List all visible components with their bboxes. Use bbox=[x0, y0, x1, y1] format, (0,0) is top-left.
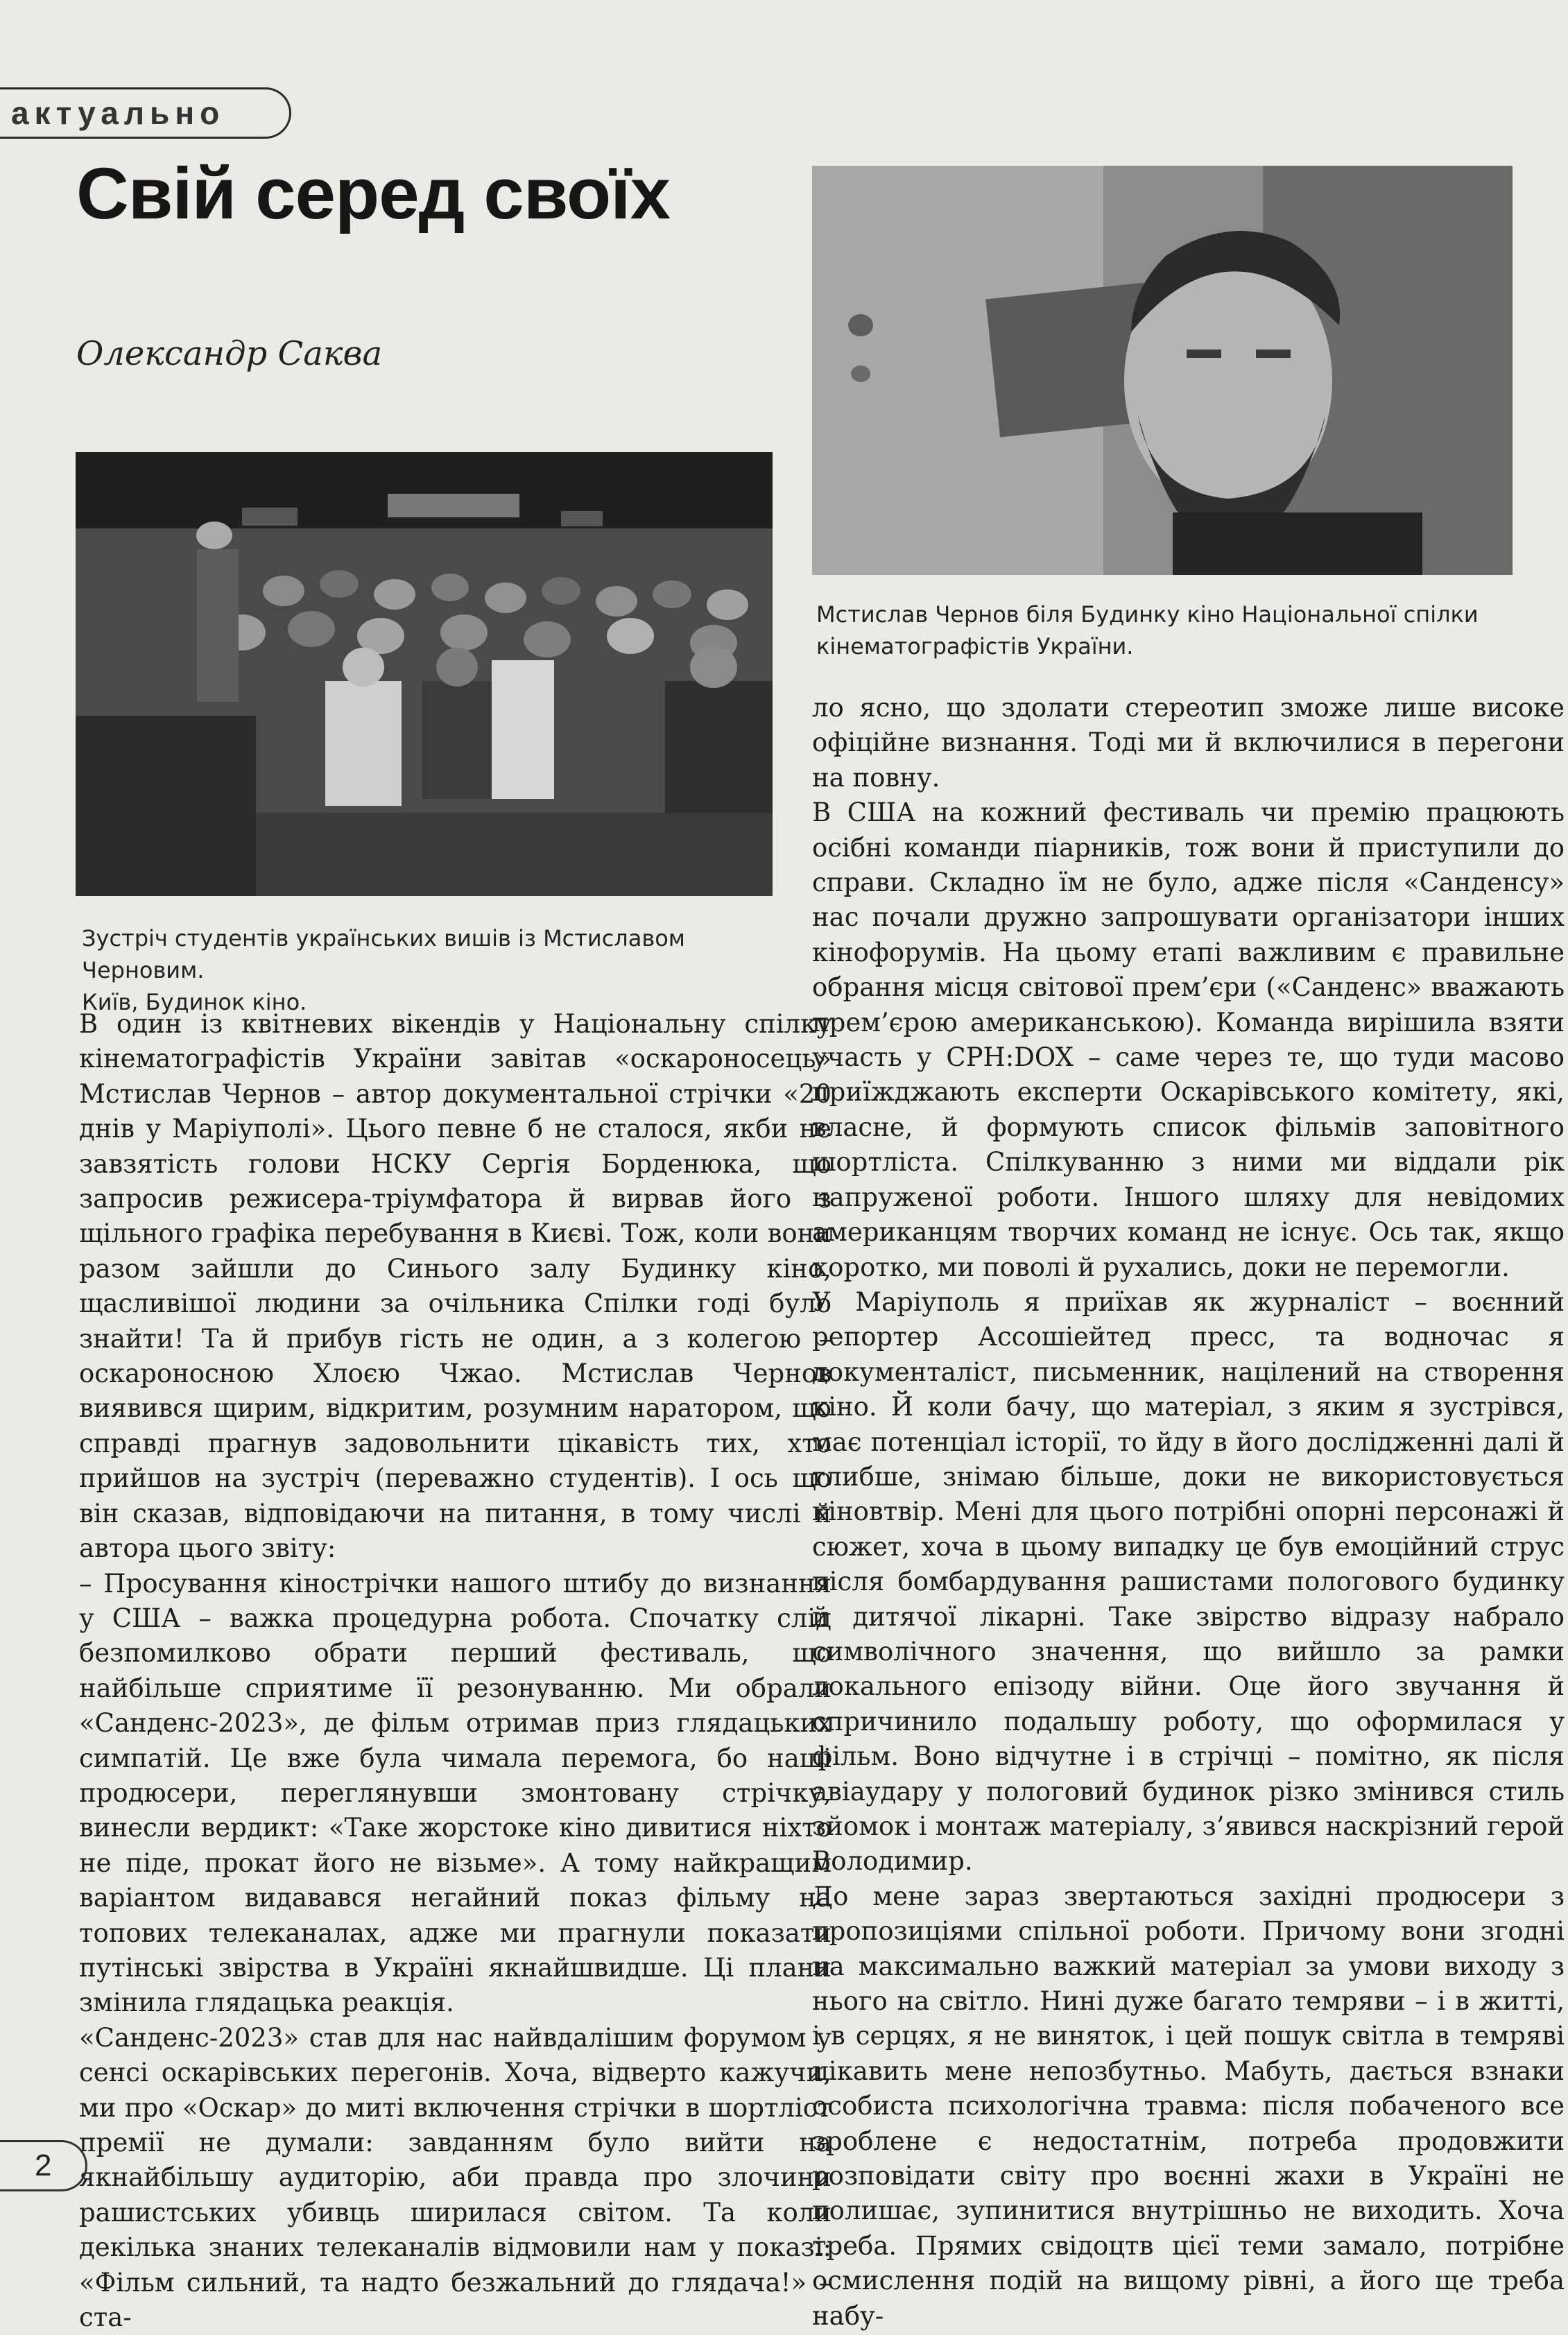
headline: Свій серед своїх bbox=[76, 153, 671, 234]
caption-line: Мстислав Чернов біля Будинку кіно Національної спілки bbox=[816, 601, 1479, 628]
audience-photo bbox=[76, 452, 773, 896]
byline: Олександр Саква bbox=[76, 334, 383, 373]
article-column-right bbox=[812, 691, 1565, 2334]
page-number: 2 bbox=[0, 2140, 87, 2191]
article-paragraph: До мене зараз звертаються західні продюсери з пропозиціями спільної роботи. Причому вони згодні на максимально важкий матеріал за умови виходу з нього на світло. Нині дуже багато темряви – і в житті, і в серцях, я не виняток, і цей пошук світла в темряві цікавить мене непозбутньо. Мабуть, дається взнаки особиста психологічна травма: після побаченого все зроблене є недостатнім, потреба продовжити розповідати світу про воєнні жахи в Україні не полишає, зупинитися внутрішньо не виходить. Хоча треба. Прямих свідоцтв цієї теми замало, потрібне осмислення подій на вищому рівні, а його ще треба набу- bbox=[812, 1881, 1565, 2331]
article-paragraph: – Просування кінострічки нашого штибу до визнання у США – важка процедурна робота. Спочатку слід безпомилково обрати перший фестиваль, що найбільше сприятиме її резонуванню. Ми обрали «Санденс-2023», де фільм отримав приз глядацьких симпатій. Це вже була чимала перемога, бо наші продюсери, переглянувши змонтовану стрічку, винесли вердикт: «Таке жорстоке кіно дивитися ніхто не піде, прокат його не візьме». А тому найкращим варіантом видавався негайний показ фільму на топових телеканалах, адже ми прагнули показати путінські звірства в Україні якнайшвидше. Ці плани змінила глядацька реакція. bbox=[79, 1568, 832, 2018]
caption-line: Зустріч студентів українських вишів із Мстиславом Черновим. bbox=[82, 925, 685, 983]
caption-line: Київ, Будинок кіно. bbox=[82, 989, 307, 1015]
article-paragraph: ло ясно, що здолати стереотип зможе лише високе офіційне визнання. Тоді ми й включилися в перегони на повну. bbox=[812, 693, 1565, 793]
portrait-photo-caption bbox=[816, 598, 1510, 662]
caption-line: кінематографістів України. bbox=[816, 633, 1134, 660]
section-tag: актуально bbox=[0, 87, 291, 139]
portrait-photo bbox=[812, 166, 1513, 575]
article-column-left bbox=[79, 1007, 832, 2335]
audience-photo-caption bbox=[82, 922, 775, 1018]
article-paragraph: В США на кожний фестиваль чи премію працюють осібні команди піарників, тож вони й приступили до справи. Складно їм не було, адже після «Санденсу» нас почали дружно запрошувати організатори інших кінофорумів. На цьому етапі важливим є правильне обрання місця світової прем’єри («Санденс» вважають прем’єрою американською). Команда вирішила взяти участь у CPH:DOX – саме через те, що туди масово приїжджають експерти Оскарівського комітету, які, власне, й формують список фільмів заповітного шортліста. Спілкуванню з ними ми віддали рік напруженої роботи. Іншого шляху для невідомих американцям творчих команд не існує. Ось так, якщо коротко, ми поволі й рухались, доки не перемогли. bbox=[812, 798, 1565, 1282]
article-paragraph: В один із квітневих вікендів у Національну спілку кінематографістів України завітав «оскароносець» Мстислав Чернов – автор документальної стрічки «20 днів у Маріуполі». Цього певне б не сталося, якби не завзятість голови НСКУ Сергія Борденюка, що запросив режисера-тріумфатора й вирвав його з щільного графіка перебування в Києві. Тож, коли вони разом зайшли до Синього залу Будинку кіно, щасливішої людини за очільника Спілки годі було знайти! Та й прибув гість не один, а з колегою – оскароносною Хлоєю Чжао. Мстислав Чернов виявився щирим, відкритим, розумним наратором, що справді прагнув задовольнити цікавість тих, хто прийшов на зустріч (переважно студентів). І ось що він сказав, відповідаючи на питання, в тому числі й автора цього звіту: bbox=[79, 1009, 832, 1564]
article-paragraph: «Санденс-2023» став для нас найвдалішим форумом у сенсі оскарівських перегонів. Хоча, відверто кажучи, ми про «Оскар» до миті включення стрічки в шортліст премії не думали: завданням було вийти на якнайбільшу аудиторію, аби правда про злочини рашистських убивць ширилася світом. Та коли декілька знаних телеканалів відмовили нам у показі: «Фільм сильний, та надто безжальний до глядача!» – ста- bbox=[79, 2022, 832, 2333]
article-paragraph: У Маріуполь я приїхав як журналіст – воєнний репортер Ассошіейтед пресс, та водночас я документаліст, письменник, націлений на створення кіно. Й коли бачу, що матеріал, з яким я зустрівся, має потенціал історії, то йду в його дослідженні далі й глибше, знімаю більше, доки не використовується кіновтвір. Мені для цього потрібні опорні персонажі й сюжет, хоча в цьому випадку це був емоційний струс після бомбардування рашистами пологового будинку й дитячої лікарні. Таке звірство відразу набрало символічного значення, що вийшло за рамки локального епізоду війни. Оце його звучання й спричинило подальшу роботу, що оформилася у фільм. Воно відчутне і в стрічці – помітно, як після авіаудару у пологовий будинок різко змінився стиль зйомок і монтаж матеріалу, з’явився наскрізний герой Володимир. bbox=[812, 1286, 1565, 1877]
